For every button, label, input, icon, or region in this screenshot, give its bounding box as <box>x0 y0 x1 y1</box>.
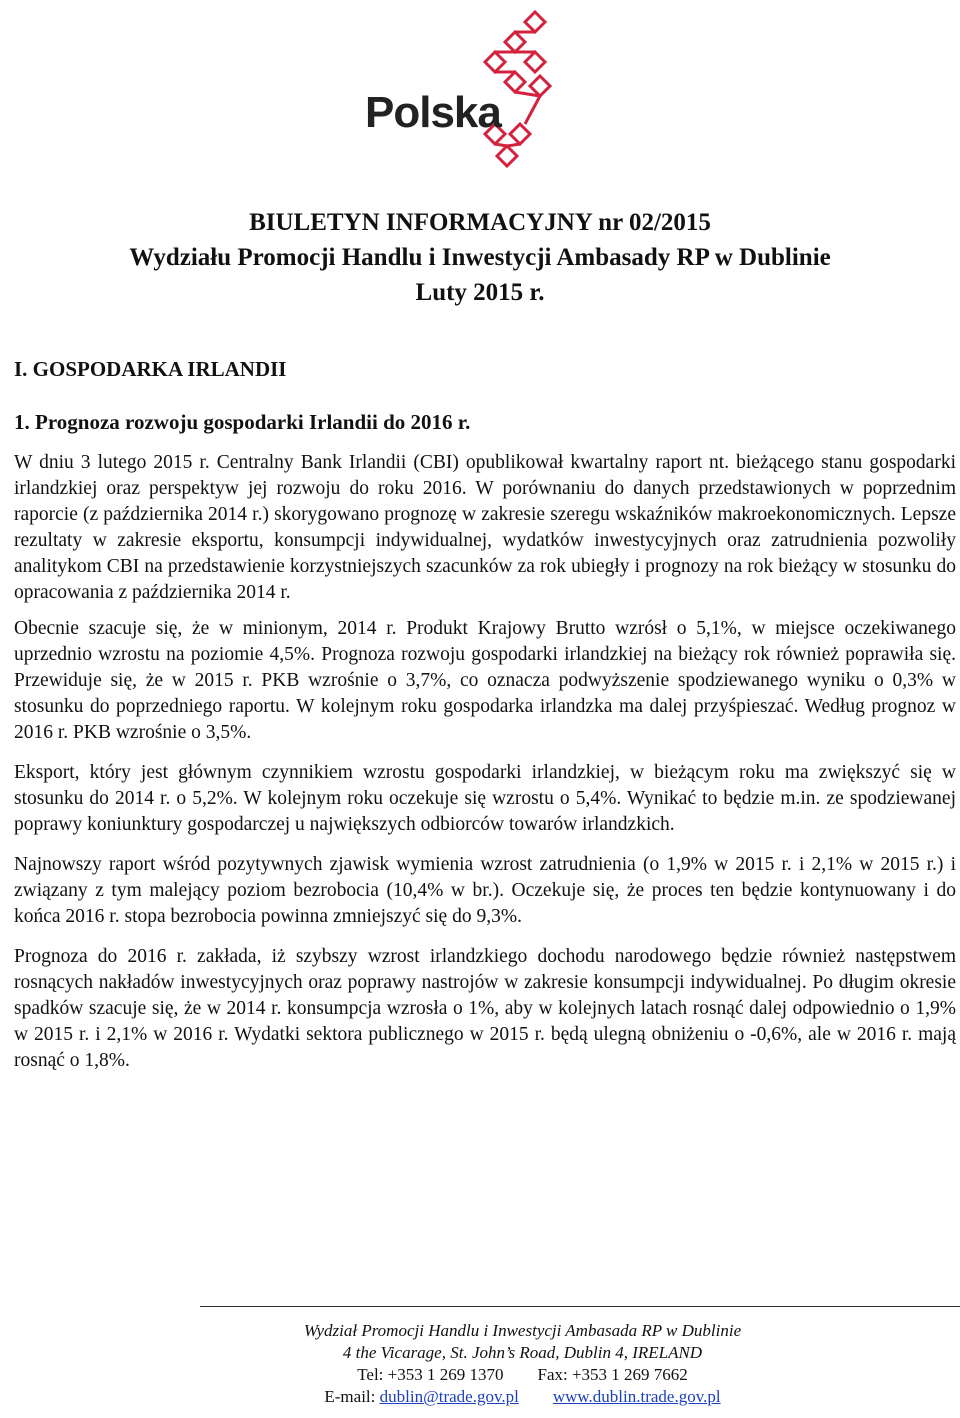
footer-contacts <box>0 1386 960 1408</box>
paragraph: Obecnie szacuje się, że w minionym, 2014 r. Produkt Krajowy Brutto wzrósł o 5,1%, w miejsce oczekiwanego uprzednio wzrostu na poziomie 4,5%. Prognoza rozwoju gospodarki irlandzkiej na bieżący rok również poprawiła się. Przewiduje się, że w 2015 r. PKB wzrośnie o 3,7%, co oznacza podwyższenie spodziewanego wyniku o 0,3% w stosunku do poprzedniego raportu. W kolejnym roku gospodarka irlandzka ma dalej przyśpieszać. Według prognoz w 2016 r. PKB wzrośnie o 3,5%. <box>14 618 956 743</box>
footer-website-link[interactable]: www.dublin.trade.gov.pl <box>552 1387 721 1406</box>
subsection-heading: 1. Prognoza rozwoju gospodarki Irlandii do 2016 r. <box>14 410 471 434</box>
title-line-3: Luty 2015 r. <box>415 279 545 306</box>
polska-logo <box>365 4 565 169</box>
polska-logo-text: Polska <box>365 88 501 137</box>
footer-email-link[interactable]: dublin@trade.gov.pl <box>379 1387 519 1406</box>
article-body <box>14 450 956 1088</box>
polska-logo-pattern <box>365 4 565 169</box>
paragraph: Prognoza do 2016 r. zakłada, iż szybszy wzrost irlandzkiego dochodu narodowego będzie również następstwem rosnących nakładów inwestycyjnych oraz poprawy nastrojów w zakresie konsumpcji indywidualnej. Po długim okresie spadków szacuje się, że w 2014 r. konsumpcja wzrosła o 1%, aby w kolejnych latach rosnąć dalej odpowiednio o 1,9% w 2015 r. i 2,1% w 2016 r. Wydatki sektora publicznego w 2015 r. będą ulegną obniżeniu o -0,6%, ale w 2016 r. mają rosnąć o 1,8%. <box>14 946 956 1071</box>
footer-fax: Fax: +353 1 269 7662 <box>537 1365 688 1384</box>
paragraph: Eksport, który jest głównym czynnikiem wzrostu gospodarki irlandzkiej, w bieżącym roku ma zwiększyć się w stosunku do 2014 r. o 5,2%. W kolejnym roku oczekuje się wzrostu o 5,4%. Wynikać to będzie m.in. ze spodziewanej poprawy koniunktury gospodarczej u największych odbiorców towarów irlandzkich. <box>14 762 956 835</box>
footer-email-label: E-mail: <box>324 1387 376 1406</box>
paragraph: W dniu 3 lutego 2015 r. Centralny Bank Irlandii (CBI) opublikował kwartalny raport nt. bieżącego stanu gospodarki irlandzkiej oraz perspektyw jej rozwoju do roku 2016. W porównaniu do danych przedstawionych w poprzednim raporcie (z października 2014 r.) skorygowano prognozę w zakresie szeregu wskaźników makroekonomicznych. Lepsze rezultaty w zakresie eksportu, konsumpcji indywidualnej, wydatków inwestycyjnych oraz zatrudnienia pozwoliły analitykom CBI na przedstawienie korzystniejszych szacunków za rok ubiegły i prognozy na rok bieżący w stosunku do opracowania z października 2014 r. <box>14 452 956 603</box>
page-footer <box>0 1320 960 1408</box>
paragraph: Najnowszy raport wśród pozytywnych zjawisk wymienia wzrost zatrudnienia (o 1,9% w 2015 r. i 2,1% w 2015 r.) i związany z tym malejący poziom bezrobocia (10,4% w br.). Oczekuje się, że proces ten będzie kontynuowany i do końca 2016 r. stopa bezrobocia powinna zmniejszyć się do 9,3%. <box>14 854 956 927</box>
bulletin-title <box>0 205 960 310</box>
footer-organization: Wydział Promocji Handlu i Inwestycji Ambasada RP w Dublinie <box>303 1321 742 1340</box>
footer-address: 4 the Vicarage, St. John’s Road, Dublin 4, IRELAND <box>342 1343 703 1362</box>
title-line-1: BIULETYN INFORMACYJNY nr 02/2015 <box>249 209 711 236</box>
footer-tel: Tel: +353 1 269 1370 <box>357 1365 504 1384</box>
footer-phones <box>0 1364 960 1386</box>
title-line-2: Wydziału Promocji Handlu i Inwestycji Ambasady RP w Dublinie <box>129 244 831 271</box>
footer-divider <box>200 1306 960 1307</box>
section-heading: I. GOSPODARKA IRLANDII <box>14 357 287 381</box>
